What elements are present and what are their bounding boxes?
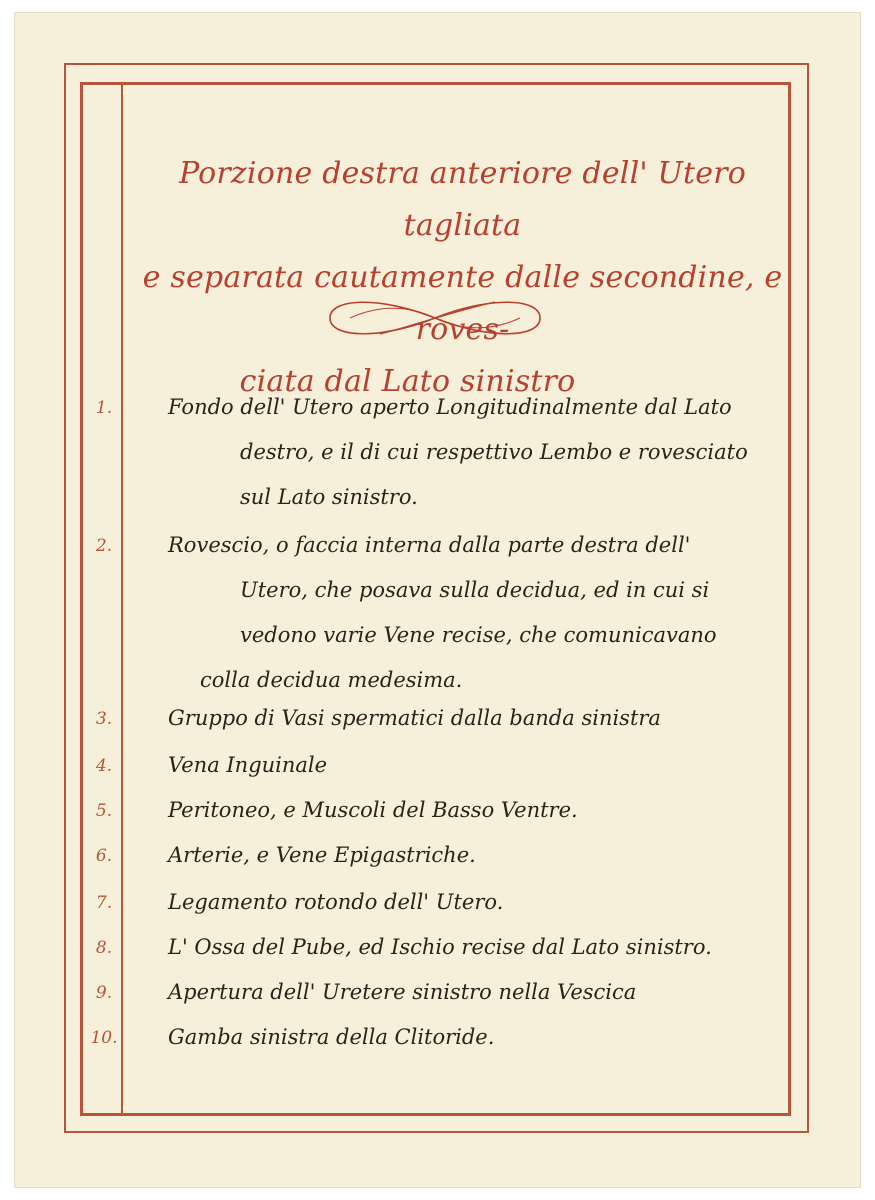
item-number: 1. [95, 398, 113, 418]
entry-line: Fondo dell' Utero aperto Longitudinalmente dal Lato [168, 395, 732, 419]
entry-line: colla decidua medesima. [200, 668, 463, 692]
list-item [168, 1015, 748, 1060]
item-number: 4. [95, 756, 113, 776]
list-item [168, 970, 748, 1015]
item-number: 7. [95, 893, 113, 913]
list-item [168, 788, 748, 833]
entry-line: destro, e il di cui respettivo Lembo e rovesciato [240, 440, 748, 464]
page-title [140, 148, 785, 408]
entry-line: Gamba sinistra della Clitoride. [168, 1025, 495, 1049]
item-number: 3. [95, 709, 113, 729]
entry-line: vedono varie Vene recise, che comunicavano [240, 623, 717, 647]
entry-line: sul Lato sinistro. [240, 485, 418, 509]
item-number: 2. [95, 536, 113, 556]
item-number: 9. [95, 983, 113, 1003]
entry-line: Utero, che posava sulla decidua, ed in cui si [240, 578, 710, 602]
entry-line: Rovescio, o faccia interna dalla parte destra dell' [168, 533, 691, 557]
entry-line: Vena Inguinale [168, 753, 328, 777]
list-item [168, 833, 748, 878]
title-line-1: Porzione destra anteriore dell' Utero tagliata [178, 156, 747, 243]
entry-line: Peritoneo, e Muscoli del Basso Ventre. [168, 798, 578, 822]
list-item [168, 523, 748, 703]
item-number: 10. [90, 1028, 118, 1048]
list-item [168, 696, 748, 741]
margin-rule [121, 85, 123, 1113]
list-item [168, 743, 748, 788]
item-number: 6. [95, 846, 113, 866]
entry-line: Legamento rotondo dell' Utero. [168, 890, 504, 914]
entry-line: L' Ossa del Pube, ed Ischio recise dal Lato sinistro. [168, 935, 712, 959]
title-line-3: ciata dal Lato sinistro [239, 364, 576, 399]
list-item [168, 880, 748, 925]
item-number: 5. [95, 801, 113, 821]
entry-line: Gruppo di Vasi spermatici dalla banda sinistra [168, 706, 661, 730]
entry-line: Apertura dell' Uretere sinistro nella Vescica [168, 980, 637, 1004]
list-item [168, 385, 748, 520]
flourish-ornament [320, 290, 550, 346]
list-item [168, 925, 748, 970]
title-line-2: e separata cautamente dalle secondine, e roves- [142, 260, 783, 347]
entry-line: Arterie, e Vene Epigastriche. [168, 843, 476, 867]
item-number: 8. [95, 938, 113, 958]
